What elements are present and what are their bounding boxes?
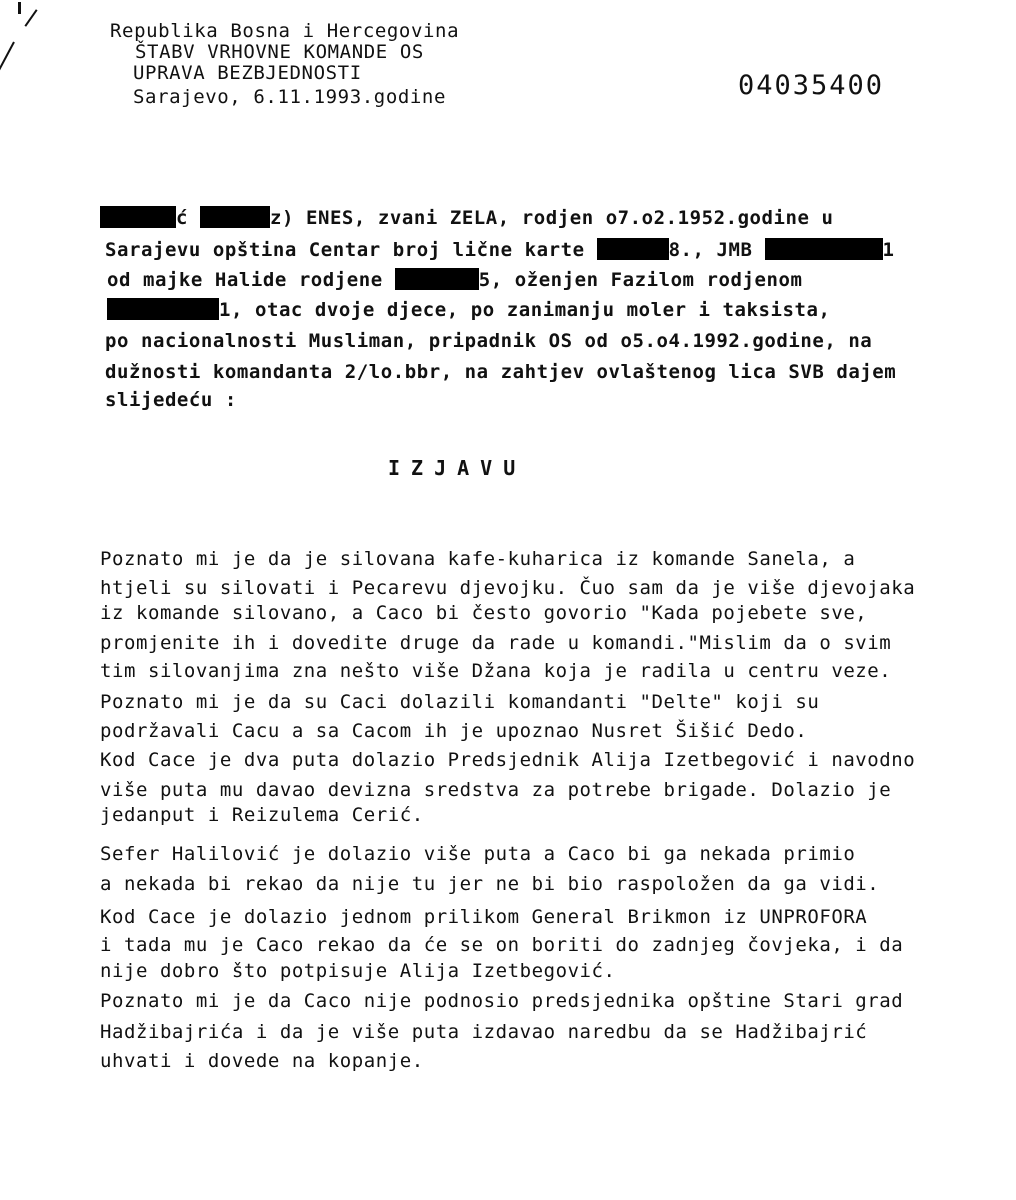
redaction-bar [597, 238, 669, 260]
body-line: Poznato mi je da Caco nije podnosio predsjednika opštine Stari grad [100, 990, 904, 1012]
body-line: Kod Cace je dolazio jednom prilikom General Brikmon iz UNPROFORA [100, 906, 868, 928]
intro-line-2: Sarajevu opština Centar broj lične karte 8., JMB 1 [105, 239, 895, 261]
header-place-date: Sarajevo, 6.11.1993.godine [133, 86, 447, 108]
intro-line-4: 1, otac dvoje djece, po zanimanju moler i taksista, [107, 298, 830, 321]
body-line: Kod Cace je dva puta dolazio Predsjednik Alija Izetbegović i navodno [100, 749, 916, 771]
intro-line-7: slijedeću : [105, 389, 237, 411]
body-line: nije dobro što potpisuje Alija Izetbegović. [100, 960, 616, 982]
header-staff: ŠTABV VRHOVNE KOMANDE OS [135, 41, 424, 63]
body-line: više puta mu davao devizna sredstva za potrebe brigade. Dolazio je [100, 779, 892, 801]
body-line: i tada mu je Caco rekao da će se on boriti do zadnjeg čovjeka, i da [100, 934, 904, 956]
body-line: Sefer Halilović je dolazio više puta a Caco bi ga nekada primio [100, 843, 856, 865]
header-republic: Republika Bosna i Hercegovina [110, 20, 460, 42]
intro-line-3: od majke Halide rodjene 5, oženjen Fazilom rodjenom [107, 269, 803, 291]
document-number: 04035400 [738, 70, 885, 101]
body-line: tim silovanjima zna nešto više Džana koja je radila u centru veze. [100, 660, 892, 682]
redaction-bar [200, 206, 270, 228]
intro-line-1: ć z) ENES, zvani ZELA, rodjen o7.o2.1952.godine u [100, 206, 833, 229]
redaction-bar [107, 298, 219, 320]
body-line: a nekada bi rekao da nije tu jer ne bi bio raspoložen da ga vidi. [100, 873, 880, 895]
redaction-bar [100, 206, 176, 228]
redaction-bar [395, 268, 479, 290]
body-line: promjenite ih i dovedite druge da rade u komandi."Mislim da o svim [100, 632, 892, 654]
body-line: jedanput i Reizulema Cerić. [100, 804, 424, 826]
margin-mark [18, 2, 21, 14]
body-line: Hadžibajrića i da je više puta izdavao naredbu da se Hadžibajrić [100, 1021, 868, 1043]
body-line: podržavali Cacu a sa Cacom ih je upoznao Nusret Šišić Dedo. [100, 720, 808, 742]
intro-line-6: dužnosti komandanta 2/lo.bbr, na zahtjev ovlaštenog lica SVB dajem [105, 361, 897, 383]
margin-mark [0, 42, 15, 73]
body-line: uhvati i dovede na kopanje. [100, 1050, 424, 1072]
header-directorate: UPRAVA BEZBJEDNOSTI [133, 62, 362, 84]
margin-mark [24, 9, 37, 27]
body-line: Poznato mi je da su Caci dolazili komandanti "Delte" koji su [100, 691, 820, 713]
redaction-bar [765, 238, 883, 260]
body-line: iz komande silovano, a Caco bi često govorio "Kada pojebete sve, [100, 602, 868, 624]
body-line: Poznato mi je da je silovana kafe-kuharica iz komande Sanela, a [100, 548, 856, 570]
statement-heading: IZJAVU [388, 456, 527, 480]
body-line: htjeli su silovati i Pecarevu djevojku. Čuo sam da je više djevojaka [100, 577, 916, 599]
intro-line-5: po nacionalnosti Musliman, pripadnik OS od o5.o4.1992.godine, na [105, 330, 873, 352]
